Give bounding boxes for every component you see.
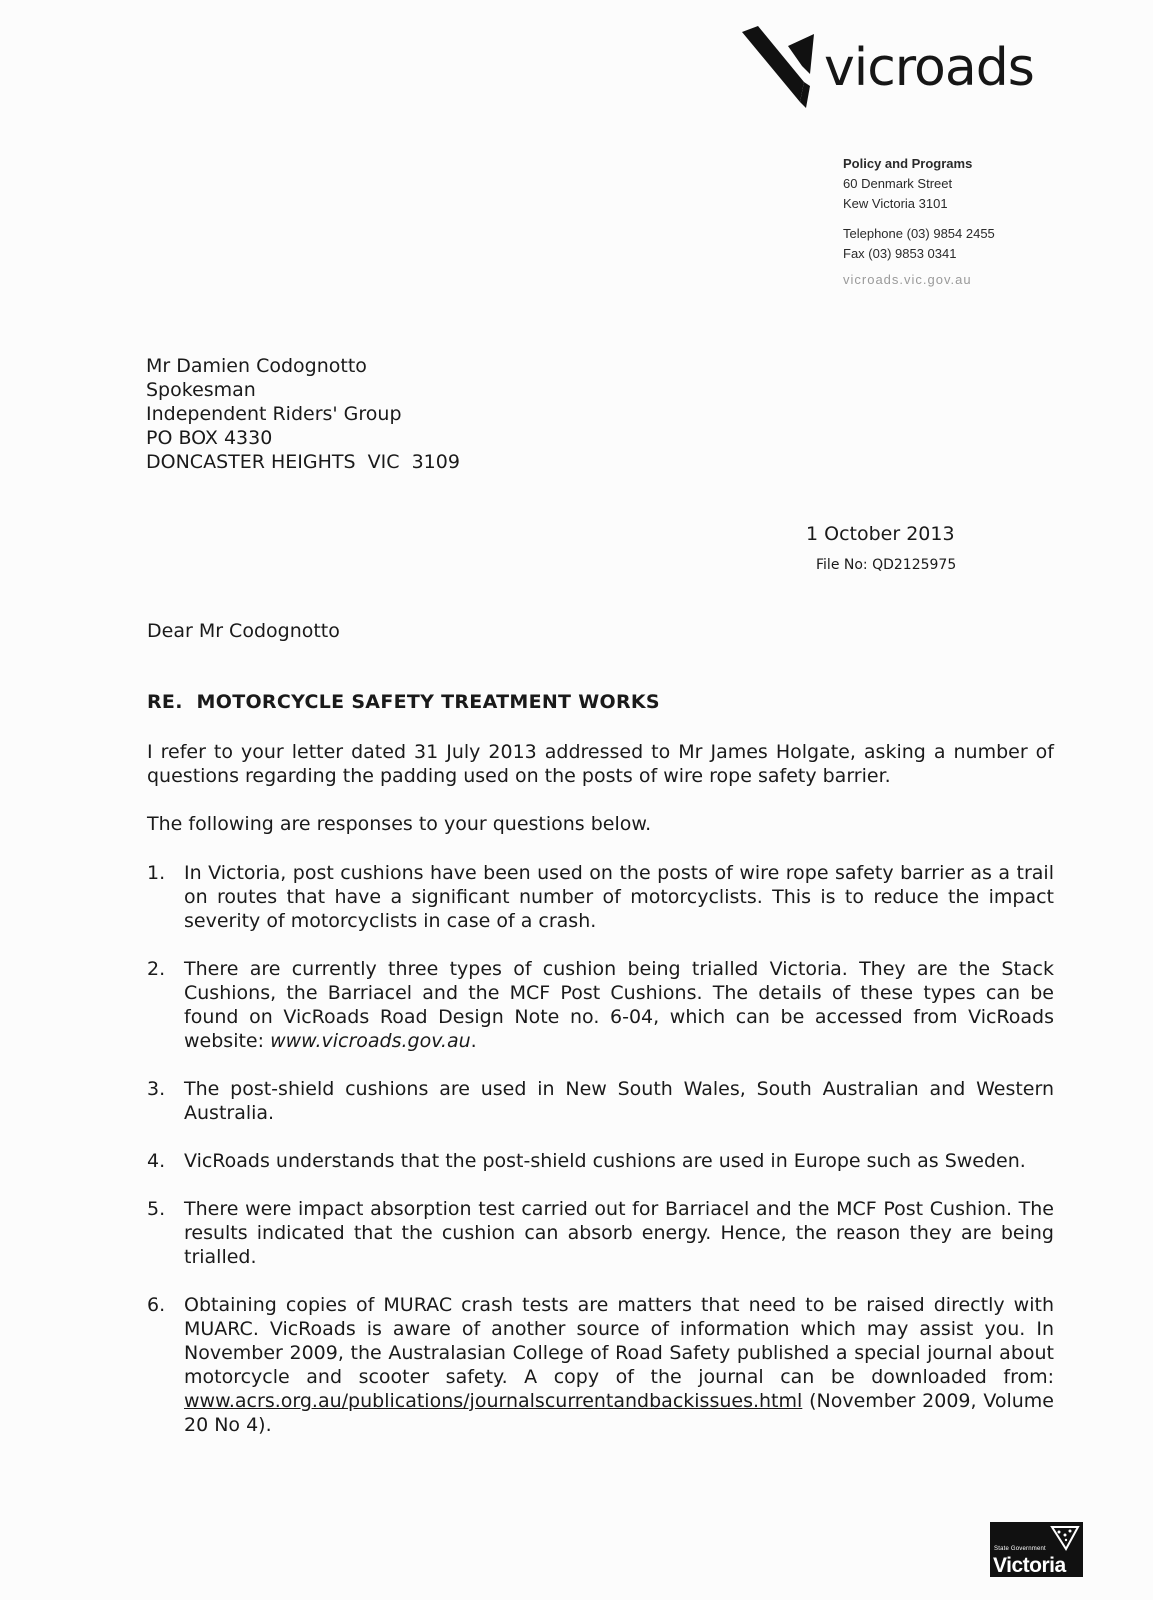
list-number: 6. (147, 1294, 166, 1316)
recipient-address-block (146, 354, 460, 474)
list-text: In Victoria, post cushions have been used on the posts of wire rope safety barrier as a trail on routes that have a significant number of motorcyclists. This is to reduce the impact severity of motorcyclists in case of a crash. (184, 862, 1054, 932)
file-number: File No: QD2125975 (816, 557, 957, 573)
badge-victoria: Victoria (993, 1554, 1066, 1577)
list-number: 2. (147, 958, 166, 980)
list-item (147, 1077, 1054, 1125)
list-item (147, 957, 1054, 1053)
sender-address-block (843, 154, 995, 290)
sender-fax: Fax (03) 9853 0341 (843, 246, 957, 261)
list-item (147, 1149, 1054, 1173)
list-text: Obtaining copies of MURAC crash tests are matters that need to be raised directly with MUARC. VicRoads is aware of another source of information which may assist you. In November 2009, the Australasian College of Road Safety published a special journal about motorcycle and scooter safety. A copy of the journal can be downloaded from: (184, 1294, 1054, 1388)
acrs-journal-link[interactable]: www.acrs.org.au/publications/journalscurrentandbackissues.html (184, 1390, 803, 1412)
recipient-title: Spokesman (146, 379, 256, 401)
state-government-victoria-logo (990, 1522, 1083, 1577)
list-item (147, 1197, 1054, 1269)
sender-website: vicroads.vic.gov.au (843, 272, 972, 287)
intro-paragraph: I refer to your letter dated 31 July 2013 addressed to Mr James Holgate, asking a number of questions regarding the padding used on the posts of wire rope safety barrier. (147, 741, 1054, 787)
list-item (147, 1293, 1054, 1437)
vicroads-website-link[interactable]: www.vicroads.gov.au (270, 1030, 471, 1052)
list-number: 5. (147, 1198, 166, 1220)
logo-wordmark: vicroads (824, 38, 1034, 98)
list-text: There are currently three types of cushion being trialled Victoria. They are the Stack Cushions, the Barriacel and the MCF Post Cushions. The details of these types can be found on VicRoads Road Design Note no. 6-04, which can be accessed from VicRoads website: (184, 958, 1054, 1052)
recipient-organisation: Independent Riders' Group (146, 403, 402, 425)
response-list (147, 861, 1054, 1437)
list-number: 1. (147, 862, 166, 884)
vicroads-logo (742, 26, 1034, 110)
list-number: 4. (147, 1150, 166, 1172)
sender-suburb: Kew Victoria 3101 (843, 196, 948, 211)
list-text: There were impact absorption test carried out for Barriacel and the MCF Post Cushion. The results indicated that the cushion can absorb energy. Hence, the reason they are being trialled. (184, 1198, 1054, 1268)
sender-department: Policy and Programs (843, 156, 973, 171)
badge-state-government: State Government (994, 1546, 1046, 1552)
list-tail: . (470, 1030, 477, 1052)
salutation: Dear Mr Codognotto (147, 620, 340, 642)
sender-street: 60 Denmark Street (843, 176, 953, 191)
subject-line: RE. MOTORCYCLE SAFETY TREATMENT WORKS (147, 691, 660, 713)
letter-date: 1 October 2013 (806, 523, 955, 545)
list-item (147, 861, 1054, 933)
intro-paragraph-2: The following are responses to your questions below. (147, 813, 652, 835)
victoria-stars-icon (1050, 1525, 1080, 1551)
recipient-po-box: PO BOX 4330 (146, 427, 273, 449)
vicroads-chevron-icon (742, 26, 820, 110)
recipient-name: Mr Damien Codognotto (146, 355, 367, 377)
list-number: 3. (147, 1078, 166, 1100)
recipient-locality: DONCASTER HEIGHTS VIC 3109 (146, 451, 460, 473)
sender-telephone: Telephone (03) 9854 2455 (843, 226, 995, 241)
list-tail: (November 2009, Volume 20 No 4). (184, 1390, 1054, 1436)
list-text: The post-shield cushions are used in New South Wales, South Australian and Western Australia. (184, 1078, 1054, 1124)
list-text: VicRoads understands that the post-shield cushions are used in Europe such as Sweden. (184, 1150, 1026, 1172)
